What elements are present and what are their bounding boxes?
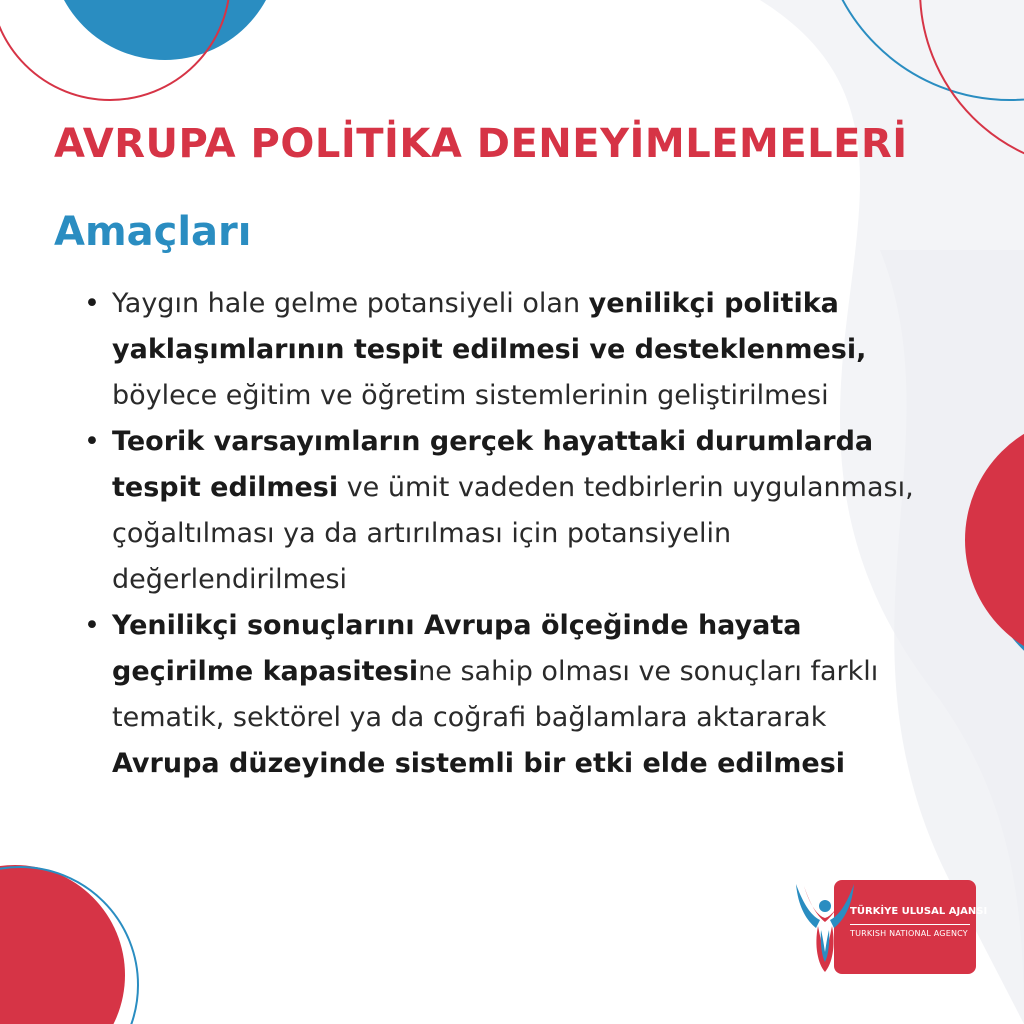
logo-name-english: TURKISH NATIONAL AGENCY [850, 929, 968, 938]
section-subtitle: Amaçları [54, 209, 252, 255]
logo-divider [850, 924, 970, 925]
turkish-national-agency-logo [790, 876, 988, 976]
list-item: • Teorik varsayımların gerçek hayattaki durumlarda tespit edilmesi ve ümit vadeden tedbirlerin uygulanması, çoğaltılması ya da artırılması için potansiyelin değerlendirilmesi [84, 419, 914, 603]
page-title: AVRUPA POLİTİKA DENEYİMLEMELERİ [54, 121, 908, 167]
top-left-blue-circle [50, 0, 280, 60]
bottom-left-red-circle [0, 865, 125, 1024]
list-item: • Yenilikçi sonuçlarını Avrupa ölçeğinde hayata geçirilme kapasitesine sahip olması ve sonuçları farklı tematik, sektörel ya da coğrafi bağlamlara aktararak Avrupa düzeyinde sistemli bir etki elde edilmesi [84, 603, 914, 787]
logo-name-turkish: TÜRKİYE ULUSAL AJANSI [850, 906, 988, 917]
list-item: • Yaygın hale gelme potansiyeli olan yenilikçi politika yaklaşımlarının tespit edilmesi ve desteklenmesi, böylece eğitim ve öğretim sistemlerinin geliştirilmesi [84, 281, 914, 419]
objectives-list [84, 281, 914, 787]
national-agency-emblem-icon [790, 876, 860, 976]
